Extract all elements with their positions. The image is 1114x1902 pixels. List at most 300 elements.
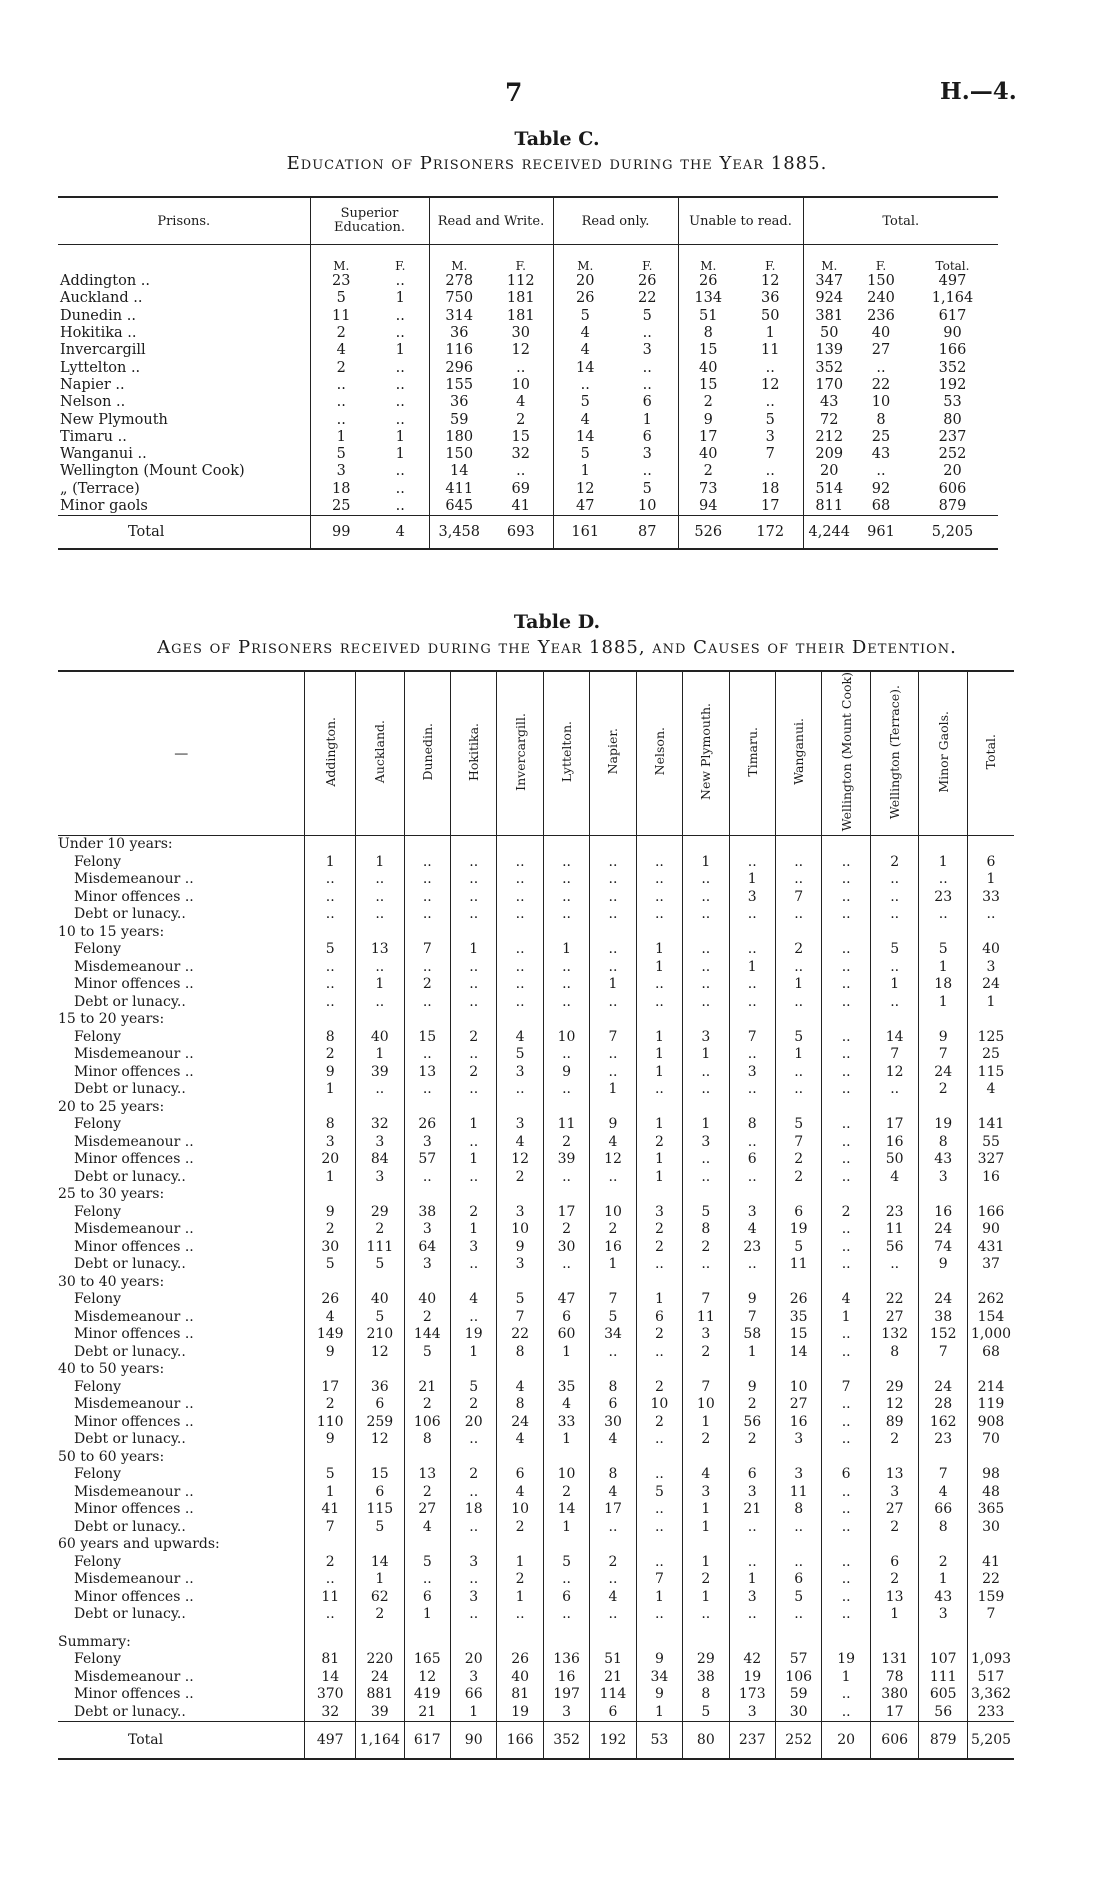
table-cell <box>729 1186 775 1204</box>
column-header-label: Minor Gaols. <box>935 710 951 793</box>
table-cell: 81 <box>305 1651 356 1669</box>
table-cell: .. <box>305 959 356 977</box>
offence-label: Debt or lunacy.. <box>74 1081 186 1098</box>
table-cell: 125 <box>967 1029 1014 1047</box>
table-cell: 2 <box>919 1554 968 1572</box>
total-cell: 80 <box>683 1722 729 1760</box>
table-cell: 2 <box>729 1396 775 1414</box>
table-cell: .. <box>451 906 497 924</box>
table-cell: 9 <box>305 1064 356 1082</box>
table-cell: 7 <box>683 1291 729 1309</box>
table-cell: 192 <box>938 376 967 393</box>
table-row <box>58 994 1014 1012</box>
offence-label: Felony <box>74 1291 122 1308</box>
table-cell: 1 <box>683 1519 729 1537</box>
table-cell: .. <box>822 1169 871 1187</box>
table-cell: 3 <box>729 889 775 907</box>
table-cell: 181 <box>506 307 535 324</box>
table-cell: .. <box>543 1571 589 1589</box>
table-cell: 47 <box>543 1291 589 1309</box>
offence-label: Minor offences .. <box>74 1326 194 1343</box>
table-cell: .. <box>729 941 775 959</box>
table-cell: 181 <box>506 290 535 307</box>
table-cell: 2 <box>729 1431 775 1449</box>
table-cell: 50 <box>870 1151 919 1169</box>
group-heading: 10 to 15 years: <box>58 923 165 940</box>
table-cell <box>775 1536 821 1554</box>
table-cell <box>305 836 356 854</box>
table-cell: 8 <box>683 1686 729 1704</box>
table-cell: 2 <box>543 1221 589 1239</box>
table-cell: 35 <box>775 1309 821 1327</box>
group-heading-row <box>58 924 1014 942</box>
table-cell: 6 <box>967 854 1014 872</box>
table-cell: 6 <box>356 1396 405 1414</box>
column-header-label: Lyttelton. <box>559 721 575 783</box>
table-cell <box>683 1186 729 1204</box>
table-cell: 12 <box>497 1151 543 1169</box>
table-cell: 3 <box>497 1116 543 1134</box>
header-m: M. <box>429 245 489 274</box>
offence-label: Debt or lunacy.. <box>74 906 186 923</box>
table-cell: 150 <box>429 446 489 463</box>
table-cell: .. <box>822 1221 871 1239</box>
table-cell: .. <box>683 889 729 907</box>
table-cell <box>543 1536 589 1554</box>
table-cell: 33 <box>543 1414 589 1432</box>
table-cell: 2 <box>404 1396 450 1414</box>
table-cell <box>967 924 1014 942</box>
table-cell: 1 <box>543 941 589 959</box>
table-row <box>58 1029 1014 1047</box>
table-cell: 1 <box>765 325 775 342</box>
table-cell: .. <box>729 1519 775 1537</box>
table-cell: .. <box>822 941 871 959</box>
column-header <box>305 671 356 836</box>
offence-label: Misdemeanour .. <box>74 958 194 975</box>
table-cell: .. <box>590 1064 636 1082</box>
table-cell: .. <box>356 906 405 924</box>
table-cell: 233 <box>967 1704 1014 1722</box>
table-cell <box>404 1186 450 1204</box>
table-cell: 150 <box>867 273 895 290</box>
table-cell: .. <box>451 1046 497 1064</box>
table-cell: .. <box>451 1571 497 1589</box>
table-cell: .. <box>590 941 636 959</box>
table-row <box>58 1379 1014 1397</box>
table-cell <box>683 836 729 854</box>
table-row <box>58 273 998 290</box>
table-row <box>58 959 1014 977</box>
table-cell: 72 <box>803 411 855 428</box>
table-cell: 12 <box>590 1151 636 1169</box>
offence-label: Misdemeanour .. <box>74 1046 194 1063</box>
table-cell: 29 <box>356 1204 405 1222</box>
table-cell: 5 <box>305 1466 356 1484</box>
table-cell: 7 <box>775 1134 821 1152</box>
table-cell: 9 <box>636 1686 682 1704</box>
table-cell <box>451 924 497 942</box>
table-cell: 259 <box>356 1414 405 1432</box>
table-cell <box>543 836 589 854</box>
table-cell: 2 <box>636 1134 682 1152</box>
table-row <box>58 1291 1014 1309</box>
table-cell: .. <box>451 959 497 977</box>
table-cell: 154 <box>967 1309 1014 1327</box>
table-cell: 4 <box>553 325 617 342</box>
column-header-label: Wellington (Mount Cook) <box>838 672 854 832</box>
table-cell: 6 <box>729 1466 775 1484</box>
table-cell: 81 <box>497 1686 543 1704</box>
table-cell <box>775 1186 821 1204</box>
column-header-label: Hokitika. <box>466 722 482 781</box>
column-header <box>543 671 589 836</box>
table-cell: .. <box>870 1081 919 1099</box>
table-cell: .. <box>683 976 729 994</box>
table-cell <box>497 924 543 942</box>
table-cell: 139 <box>803 342 855 359</box>
table-cell: 14 <box>870 1029 919 1047</box>
table-cell: .. <box>683 1151 729 1169</box>
table-cell <box>356 1186 405 1204</box>
table-cell <box>822 1011 871 1029</box>
table-cell <box>967 1274 1014 1292</box>
table-cell: .. <box>822 906 871 924</box>
group-heading: 20 to 25 years: <box>58 1098 165 1115</box>
table-cell <box>356 1011 405 1029</box>
table-cell: 110 <box>305 1414 356 1432</box>
table-cell: .. <box>497 941 543 959</box>
table-cell: .. <box>497 889 543 907</box>
offence-label: Minor offences .. <box>74 1151 194 1168</box>
table-cell: .. <box>822 994 871 1012</box>
table-cell: 3 <box>775 1466 821 1484</box>
table-cell: .. <box>543 994 589 1012</box>
table-cell: 3 <box>310 463 372 480</box>
table-cell: 43 <box>871 446 891 463</box>
table-row <box>58 854 1014 872</box>
table-cell: 617 <box>938 307 967 324</box>
table-cell: .. <box>543 1606 589 1624</box>
table-cell: .. <box>919 871 968 889</box>
table-cell: 51 <box>590 1651 636 1669</box>
table-cell: 73 <box>678 481 738 498</box>
table-cell: 4 <box>310 342 372 359</box>
table-cell: 3 <box>451 1589 497 1607</box>
table-cell: 10 <box>511 376 530 393</box>
table-cell: .. <box>543 1256 589 1274</box>
table-cell: 8 <box>683 1221 729 1239</box>
table-row <box>58 325 998 342</box>
total-cell: 99 <box>310 516 372 550</box>
table-cell: .. <box>356 959 405 977</box>
table-cell: 27 <box>870 1501 919 1519</box>
table-cell: .. <box>870 959 919 977</box>
header-f: F. <box>765 259 776 273</box>
table-cell: 106 <box>404 1414 450 1432</box>
table-cell: 22 <box>871 376 891 393</box>
table-cell: 7 <box>636 1571 682 1589</box>
table-cell: 9 <box>305 1431 356 1449</box>
offence-label: Misdemeanour .. <box>74 1668 194 1685</box>
table-cell: .. <box>636 889 682 907</box>
table-cell <box>590 836 636 854</box>
table-cell: 5 <box>642 307 652 324</box>
table-cell: .. <box>395 480 405 497</box>
table-cell: 4 <box>590 1484 636 1502</box>
table-cell: .. <box>543 854 589 872</box>
table-cell: 3 <box>919 1169 968 1187</box>
total-cell: 617 <box>404 1722 450 1760</box>
table-cell: 114 <box>590 1686 636 1704</box>
table-cell: 68 <box>967 1344 1014 1362</box>
table-cell: 1 <box>356 976 405 994</box>
table-cell <box>919 1274 968 1292</box>
table-cell: 10 <box>636 1396 682 1414</box>
table-cell: 166 <box>938 342 967 359</box>
table-cell <box>404 1274 450 1292</box>
table-row <box>58 1204 1014 1222</box>
group-heading-row <box>58 1099 1014 1117</box>
column-header-label: Wellington (Terrace). <box>887 684 903 819</box>
table-cell <box>590 1011 636 1029</box>
table-cell: 1,093 <box>967 1651 1014 1669</box>
table-cell: 924 <box>803 290 855 307</box>
table-cell <box>683 1361 729 1379</box>
table-cell: 16 <box>919 1204 968 1222</box>
table-cell: .. <box>590 959 636 977</box>
table-cell: 314 <box>429 308 489 325</box>
table-cell: 36 <box>429 394 489 411</box>
table-cell <box>305 1449 356 1467</box>
group-heading-row <box>58 1361 1014 1379</box>
table-cell: 13 <box>870 1589 919 1607</box>
table-cell <box>590 1536 636 1554</box>
table-cell: 7 <box>590 1291 636 1309</box>
offence-label: Debt or lunacy.. <box>74 1431 186 1448</box>
table-cell: 27 <box>870 1309 919 1327</box>
table-cell: .. <box>395 394 405 411</box>
table-cell <box>497 1449 543 1467</box>
table-cell: 1 <box>775 976 821 994</box>
table-cell: 56 <box>729 1414 775 1432</box>
table-cell <box>356 1449 405 1467</box>
prison-name: Wanganui .. <box>60 446 147 463</box>
table-cell: .. <box>590 1571 636 1589</box>
offence-label: Minor offences .. <box>74 1413 194 1430</box>
table-cell: 7 <box>305 1519 356 1537</box>
table-cell: 166 <box>967 1204 1014 1222</box>
table-cell: .. <box>822 854 871 872</box>
table-cell: 2 <box>543 1484 589 1502</box>
table-cell: 6 <box>404 1589 450 1607</box>
table-cell: .. <box>636 976 682 994</box>
table-cell <box>919 924 968 942</box>
header-read-only: Read only. <box>553 197 678 245</box>
table-cell: 352 <box>938 359 967 376</box>
table-cell: 327 <box>967 1151 1014 1169</box>
table-cell: 112 <box>506 273 535 290</box>
table-cell: 3 <box>356 1134 405 1152</box>
table-cell: .. <box>404 871 450 889</box>
offence-label: Debt or lunacy.. <box>74 1518 186 1535</box>
table-cell <box>590 924 636 942</box>
table-cell: 1 <box>305 854 356 872</box>
table-cell: 34 <box>590 1326 636 1344</box>
table-cell: .. <box>775 871 821 889</box>
table-row <box>58 941 1014 959</box>
table-cell: 1 <box>967 994 1014 1012</box>
table-cell <box>404 1011 450 1029</box>
table-cell: 24 <box>919 1221 968 1239</box>
table-cell: 4 <box>543 1396 589 1414</box>
table-row <box>58 1606 1014 1624</box>
table-cell: 173 <box>729 1686 775 1704</box>
table-cell: 16 <box>775 1414 821 1432</box>
table-cell: 1 <box>497 1554 543 1572</box>
header-unable-to-read: Unable to read. <box>678 197 803 245</box>
table-cell: 10 <box>683 1396 729 1414</box>
table-cell: .. <box>729 976 775 994</box>
table-cell: 8 <box>305 1029 356 1047</box>
table-cell: .. <box>683 994 729 1012</box>
table-cell: 3 <box>729 1204 775 1222</box>
table-cell: 9 <box>497 1239 543 1257</box>
table-cell: 5 <box>870 941 919 959</box>
table-row <box>58 1571 1014 1589</box>
header-m: M. <box>553 245 617 274</box>
offence-label: Misdemeanour .. <box>74 1133 194 1150</box>
table-cell: 212 <box>803 429 855 446</box>
table-cell: 115 <box>356 1501 405 1519</box>
table-cell: 1 <box>451 1221 497 1239</box>
table-cell: 1 <box>967 871 1014 889</box>
table-cell: 36 <box>356 1379 405 1397</box>
table-cell: .. <box>822 1484 871 1502</box>
column-header-label: Nelson. <box>651 727 667 776</box>
table-cell: 19 <box>729 1669 775 1687</box>
table-cell <box>870 924 919 942</box>
table-cell: .. <box>451 1484 497 1502</box>
table-cell: 2 <box>919 1081 968 1099</box>
total-cell: 1,164 <box>356 1722 405 1760</box>
table-cell: 7 <box>729 1309 775 1327</box>
table-cell <box>919 1536 968 1554</box>
table-row <box>58 1064 1014 1082</box>
table-cell: 17 <box>870 1704 919 1722</box>
table-cell: 514 <box>803 481 855 498</box>
table-cell: .. <box>543 1081 589 1099</box>
table-cell: 2 <box>497 1571 543 1589</box>
table-cell <box>919 1099 968 1117</box>
table-cell: .. <box>451 1169 497 1187</box>
table-cell: 1 <box>822 1309 871 1327</box>
table-cell: 5 <box>636 1484 682 1502</box>
table-cell: 1 <box>636 1046 682 1064</box>
table-cell: 2 <box>678 394 738 411</box>
table-cell <box>590 1186 636 1204</box>
table-cell: .. <box>636 871 682 889</box>
total-cell: 352 <box>543 1722 589 1760</box>
table-row <box>58 481 998 498</box>
table-cell: 20 <box>943 463 962 480</box>
table-cell: .. <box>642 376 652 393</box>
table-cell <box>870 1449 919 1467</box>
table-cell: 237 <box>938 428 967 445</box>
table-cell: 48 <box>967 1484 1014 1502</box>
table-cell: 22 <box>497 1326 543 1344</box>
table-cell: .. <box>822 1029 871 1047</box>
table-cell: 3 <box>497 1064 543 1082</box>
table-cell <box>870 1186 919 1204</box>
table-cell: 5 <box>553 308 617 325</box>
table-cell: .. <box>729 1169 775 1187</box>
table-row <box>58 308 998 325</box>
table-cell: .. <box>451 871 497 889</box>
table-cell: 1 <box>919 959 968 977</box>
table-cell: 2 <box>683 1431 729 1449</box>
table-cell: 22 <box>870 1291 919 1309</box>
table-cell: 2 <box>404 1309 450 1327</box>
table-cell: 5 <box>775 1116 821 1134</box>
prison-name: Lyttelton .. <box>60 359 141 376</box>
table-cell <box>356 1634 405 1652</box>
table-cell: 116 <box>429 342 489 359</box>
table-cell: 50 <box>761 307 780 324</box>
table-cell: 2 <box>590 1554 636 1572</box>
table-cell: .. <box>516 359 526 376</box>
table-cell: 1 <box>451 1344 497 1362</box>
table-cell: .. <box>305 1571 356 1589</box>
table-cell: 21 <box>404 1379 450 1397</box>
table-cell: 419 <box>404 1686 450 1704</box>
table-cell <box>543 1361 589 1379</box>
table-cell: 8 <box>404 1431 450 1449</box>
table-cell <box>543 1274 589 1292</box>
table-cell: 1 <box>919 854 968 872</box>
table-cell: .. <box>822 1431 871 1449</box>
table-row <box>58 1554 1014 1572</box>
table-cell: 21 <box>590 1669 636 1687</box>
table-cell: .. <box>395 498 405 514</box>
table-cell <box>636 1634 682 1652</box>
table-cell <box>967 1634 1014 1652</box>
table-cell: 240 <box>867 290 895 307</box>
table-cell: 2 <box>305 1046 356 1064</box>
table-cell: 2 <box>305 1221 356 1239</box>
table-cell: 1 <box>683 854 729 872</box>
table-cell: 170 <box>803 377 855 394</box>
table-row <box>58 1396 1014 1414</box>
table-cell: 11 <box>775 1484 821 1502</box>
table-cell: .. <box>497 976 543 994</box>
table-cell: 4 <box>305 1309 356 1327</box>
table-cell: .. <box>395 273 405 290</box>
table-cell: .. <box>822 871 871 889</box>
table-cell: 12 <box>356 1344 405 1362</box>
table-cell: 5 <box>683 1204 729 1222</box>
table-cell <box>543 1449 589 1467</box>
group-heading: Under 10 years: <box>58 836 173 853</box>
table-cell: 19 <box>822 1651 871 1669</box>
group-heading-row <box>58 1449 1014 1467</box>
table-cell: 62 <box>356 1589 405 1607</box>
table-cell <box>636 1011 682 1029</box>
table-row <box>58 1116 1014 1134</box>
table-cell: 40 <box>678 446 738 463</box>
table-cell: 40 <box>871 325 891 342</box>
table-cell: 8 <box>678 325 738 342</box>
